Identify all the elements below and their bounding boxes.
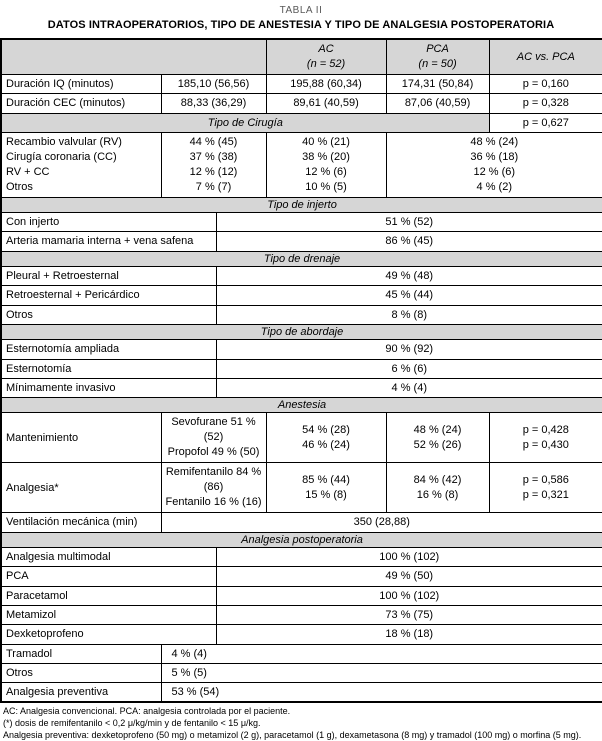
duracion-iq-pca: 174,31 (50,84)	[386, 75, 489, 94]
table-subtitle: DATOS INTRAOPERATORIOS, TIPO DE ANESTESIA Y TIPO DE ANALGESIA POSTOPERATORIA	[47, 19, 555, 31]
duracion-iq-total: 185,10 (56,56)	[161, 75, 266, 94]
analgesia-pca-line: 84 % (42)	[413, 473, 462, 486]
duracion-cec-ac: 89,61 (40,59)	[266, 94, 386, 113]
abordaje-row-label: Esternotomía ampliada	[1, 340, 216, 359]
postop-row-label: Metamizol	[1, 605, 216, 624]
mantenimiento-total-propofol: Propofol 49 % (50)	[167, 446, 260, 459]
row-drenaje-pleural	[1, 267, 602, 286]
cirugia-label-otros: Otros	[6, 180, 33, 193]
mantenimiento-total-sevofurane: Sevofurane 51 % (52)	[171, 416, 256, 444]
row-drenaje-retroesternal	[1, 286, 602, 305]
table-header-row	[1, 39, 602, 75]
mantenimiento-p-line: p = 0,430	[522, 438, 569, 451]
section-cirugia-title: Tipo de Cirugía	[1, 113, 489, 132]
header-pca-n: (n = 50)	[418, 58, 457, 70]
cirugia-ac-cc: 38 % (20)	[302, 150, 350, 163]
section-anestesia-title: Anestesia	[1, 398, 602, 413]
abordaje-row-label: Esternotomía	[1, 359, 216, 378]
row-tramadol	[1, 644, 602, 663]
section-postop-title: Analgesia postoperatoria	[1, 532, 602, 547]
analgesia-ac-cell	[266, 463, 386, 513]
cirugia-labels-cell	[1, 132, 161, 197]
duracion-iq-p: p = 0,160	[489, 75, 602, 94]
analgesia-p-line: p = 0,321	[522, 488, 569, 501]
row-drenaje-otros	[1, 305, 602, 324]
header-ac-n: (n = 52)	[306, 58, 346, 70]
mantenimiento-ac-line: 46 % (24)	[302, 438, 350, 451]
header-ac-name: AC	[318, 43, 334, 55]
postop-row-value: 5 % (5)	[161, 663, 602, 682]
row-paracetamol	[1, 586, 602, 605]
abordaje-row-value: 6 % (6)	[216, 359, 602, 378]
analgesia-label: Analgesia*	[1, 463, 161, 513]
cirugia-total-rv: 44 % (45)	[189, 135, 238, 148]
section-injerto	[1, 197, 602, 212]
drenaje-row-label: Pleural + Retroesternal	[1, 267, 216, 286]
table-number-title: TABLA II	[279, 5, 323, 16]
row-mantenimiento	[1, 413, 602, 463]
section-anestesia	[1, 398, 602, 413]
cirugia-pca-cell	[386, 132, 602, 197]
abordaje-row-value: 4 % (4)	[216, 378, 602, 397]
cirugia-label-rvcc: RV + CC	[6, 165, 50, 178]
section-abordaje	[1, 324, 602, 339]
abordaje-row-value: 90 % (92)	[216, 340, 602, 359]
mantenimiento-p-line: p = 0,428	[522, 423, 569, 436]
postop-row-value: 18 % (18)	[216, 625, 602, 644]
header-empty-cell	[1, 39, 266, 75]
drenaje-row-value: 49 % (48)	[216, 267, 602, 286]
duracion-cec-p: p = 0,328	[489, 94, 602, 113]
row-duracion-iq	[1, 75, 602, 94]
ventilacion-label: Ventilación mecánica (min)	[1, 513, 161, 532]
drenaje-row-label: Retroesternal + Pericárdico	[1, 286, 216, 305]
analgesia-ac-line: 15 % (8)	[305, 488, 347, 501]
cirugia-pca-cc: 36 % (18)	[470, 150, 519, 163]
footnote-doses: (*) dosis de remifentanilo < 0,2 μ/kg/min y de fentanilo < 15 μ/kg.	[3, 718, 261, 729]
injerto-row-value: 86 % (45)	[216, 232, 602, 251]
section-cirugia-p: p = 0,627	[489, 113, 602, 132]
row-analgesia-multimodal	[1, 548, 602, 567]
injerto-row-value: 51 % (52)	[216, 213, 602, 232]
drenaje-row-label: Otros	[1, 305, 216, 324]
duracion-iq-label: Duración IQ (minutos)	[1, 75, 161, 94]
analgesia-p-line: p = 0,586	[522, 473, 569, 486]
analgesia-total-cell	[161, 463, 266, 513]
postop-row-value: 100 % (102)	[216, 548, 602, 567]
mantenimiento-pca-line: 48 % (24)	[413, 423, 462, 436]
postop-row-label: Paracetamol	[1, 586, 216, 605]
cirugia-total-cc: 37 % (38)	[189, 150, 238, 163]
postop-row-value: 4 % (4)	[161, 644, 602, 663]
injerto-row-label: Con injerto	[1, 213, 216, 232]
row-otros-postop	[1, 663, 602, 682]
row-con-injerto	[1, 213, 602, 232]
postop-row-label: Dexketoprofeno	[1, 625, 216, 644]
cirugia-pca-otros: 4 % (2)	[476, 180, 513, 193]
section-injerto-title: Tipo de injerto	[1, 197, 602, 212]
ventilacion-value: 350 (28,88)	[161, 513, 602, 532]
footnote-abbreviations: AC: Analgesia convencional. PCA: analgesia controlada por el paciente.	[3, 706, 291, 717]
postop-row-label: Analgesia preventiva	[1, 683, 161, 703]
duracion-iq-ac: 195,88 (60,34)	[266, 75, 386, 94]
cirugia-ac-cell	[266, 132, 386, 197]
analgesia-ac-line: 85 % (44)	[302, 473, 350, 486]
abordaje-row-label: Mínimamente invasivo	[1, 378, 216, 397]
results-table	[0, 38, 602, 703]
section-abordaje-title: Tipo de abordaje	[1, 324, 602, 339]
header-pca-name: PCA	[426, 43, 449, 55]
mantenimiento-pca-cell	[386, 413, 489, 463]
cirugia-ac-rv: 40 % (21)	[302, 135, 350, 148]
row-ventilacion	[1, 513, 602, 532]
row-esternotomia-ampliada	[1, 340, 602, 359]
postop-row-value: 73 % (75)	[216, 605, 602, 624]
duracion-cec-pca: 87,06 (40,59)	[386, 94, 489, 113]
mantenimiento-total-cell	[161, 413, 266, 463]
row-analgesia-preventiva	[1, 683, 602, 703]
postop-row-label: Otros	[1, 663, 161, 682]
footnote-preventive-analgesia: Analgesia preventiva: dexketoprofeno (50 mg) o metamizol (2 g), paracetamol (1 g), dexametasona (8 mg) y tramadol (100 mg) o morfina (5 mg).	[3, 730, 582, 741]
cirugia-total-otros: 7 % (7)	[195, 180, 232, 193]
postop-row-label: Tramadol	[1, 644, 161, 663]
postop-row-label: PCA	[1, 567, 216, 586]
cirugia-label-rv: Recambio valvular (RV)	[6, 135, 122, 148]
row-esternotomia	[1, 359, 602, 378]
analgesia-total-remifentanilo-n: (86)	[203, 481, 224, 494]
postop-row-value: 100 % (102)	[216, 586, 602, 605]
postop-row-value: 49 % (50)	[216, 567, 602, 586]
header-comparison: AC vs. PCA	[489, 39, 602, 75]
header-pca	[386, 39, 489, 75]
duracion-cec-total: 88,33 (36,29)	[161, 94, 266, 113]
analgesia-p-cell	[489, 463, 602, 513]
injerto-row-label: Arteria mamaria interna + vena safena	[1, 232, 216, 251]
section-postop	[1, 532, 602, 547]
cirugia-total-rvcc: 12 % (12)	[189, 165, 238, 178]
row-metamizol	[1, 605, 602, 624]
drenaje-row-value: 45 % (44)	[216, 286, 602, 305]
mantenimiento-ac-cell	[266, 413, 386, 463]
analgesia-pca-line: 16 % (8)	[416, 488, 459, 501]
drenaje-row-value: 8 % (8)	[216, 305, 602, 324]
row-cirugia-data	[1, 132, 602, 197]
cirugia-pca-rv: 48 % (24)	[470, 135, 519, 148]
footnotes	[0, 705, 602, 741]
mantenimiento-ac-line: 54 % (28)	[302, 423, 350, 436]
section-drenaje-title: Tipo de drenaje	[1, 251, 602, 266]
mantenimiento-p-cell	[489, 413, 602, 463]
cirugia-ac-rvcc: 12 % (6)	[305, 165, 347, 178]
cirugia-ac-otros: 10 % (5)	[305, 180, 347, 193]
cirugia-pca-rvcc: 12 % (6)	[473, 165, 516, 178]
row-duracion-cec	[1, 94, 602, 113]
row-arteria-mamaria	[1, 232, 602, 251]
cirugia-total-cell	[161, 132, 266, 197]
postop-row-label: Analgesia multimodal	[1, 548, 216, 567]
analgesia-total-fentanilo: Fentanilo 16 % (16)	[165, 496, 262, 509]
analgesia-pca-cell	[386, 463, 489, 513]
cirugia-label-cc: Cirugía coronaria (CC)	[6, 150, 117, 163]
row-minimamente-invasivo	[1, 378, 602, 397]
mantenimiento-label: Mantenimiento	[1, 413, 161, 463]
postop-row-value: 53 % (54)	[161, 683, 602, 703]
row-pca	[1, 567, 602, 586]
section-cirugia	[1, 113, 602, 132]
header-ac	[266, 39, 386, 75]
row-analgesia-anestesia	[1, 463, 602, 513]
analgesia-total-remifentanilo: Remifentanilo 84 %	[165, 466, 262, 479]
row-dexketoprofeno	[1, 625, 602, 644]
section-drenaje	[1, 251, 602, 266]
mantenimiento-pca-line: 52 % (26)	[413, 438, 462, 451]
duracion-cec-label: Duración CEC (minutos)	[1, 94, 161, 113]
